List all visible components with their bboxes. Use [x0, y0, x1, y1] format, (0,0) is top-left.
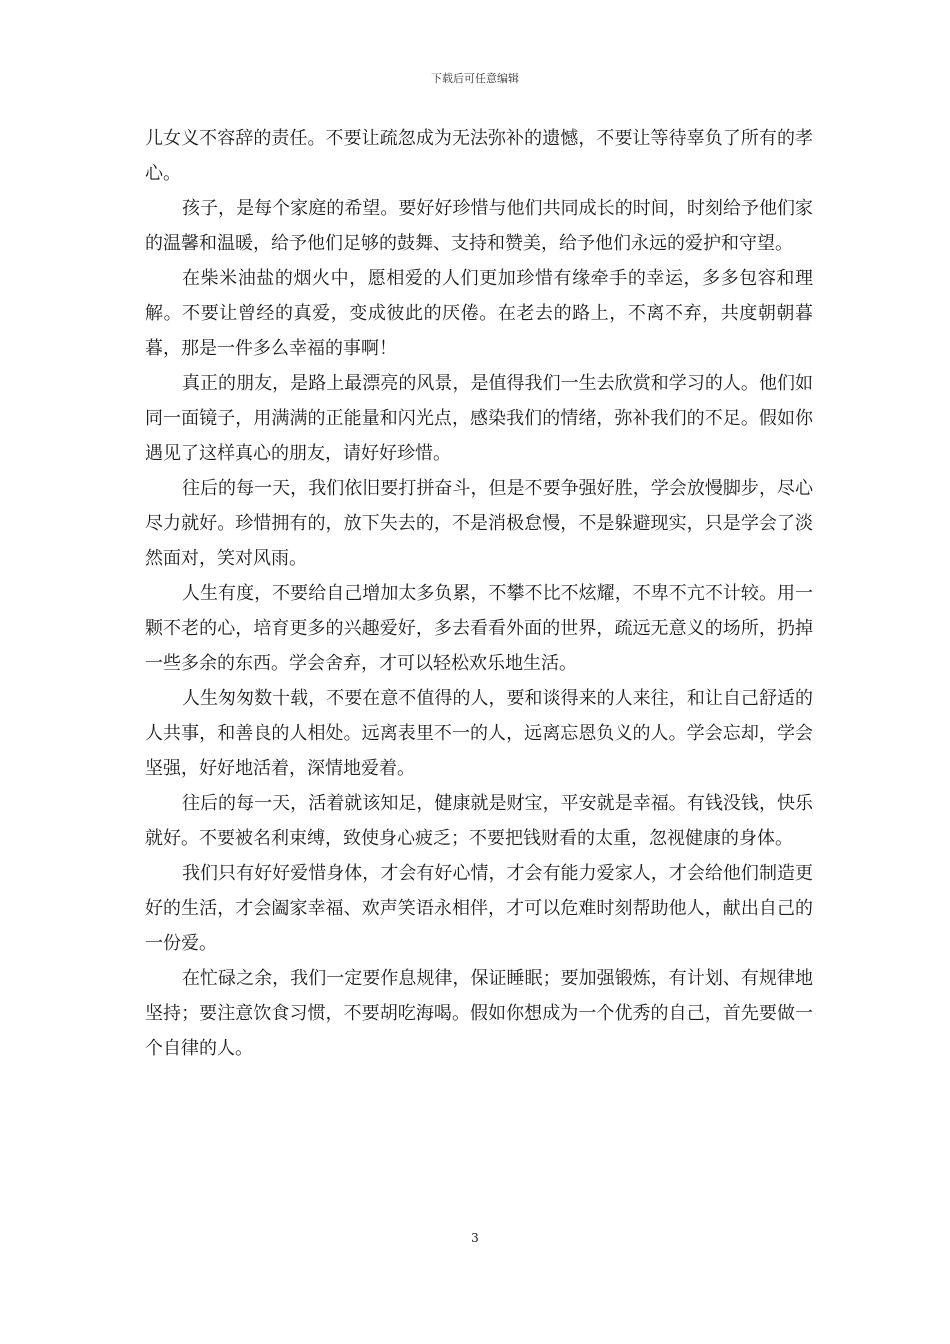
page-header: 下载后可任意编辑 [431, 72, 519, 85]
paragraph-love: 在柴米油盐的烟火中，愿相爱的人们更加珍惜有缘牵手的幸运，多多包容和理解。不要让曾经的真爱，变成彼此的厌倦。在老去的路上，不离不弃，共度朝朝暮暮，那是一件多么幸福的事啊！ [145, 268, 813, 359]
paragraph-children: 孩子，是每个家庭的希望。要好好珍惜与他们共同成长的时间，时刻给予他们家的温馨和温暖，给予他们足够的鼓舞、支持和赞美，给予他们永远的爱护和守望。 [145, 198, 813, 254]
paragraph-health: 我们只有好好爱惜身体，才会有好心情，才会有能力爱家人，才会给他们制造更好的生活，才会阖家幸福、欢声笑语永相伴，才可以危难时刻帮助他人，献出自己的一份爱。 [145, 863, 813, 954]
paragraph-friends: 真正的朋友，是路上最漂亮的风景，是值得我们一生去欣赏和学习的人。他们如同一面镜子，用满满的正能量和闪光点，感染我们的情绪，弥补我们的不足。假如你遇见了这样真心的朋友，请好好珍惜。 [145, 373, 813, 464]
paragraph-moderation: 人生有度，不要给自己增加太多负累，不攀不比不炫耀，不卑不亢不计较。用一颗不老的心，培育更多的兴趣爱好，多去看看外面的世界，疏远无意义的场所，扔掉一些多余的东西。学会舍弃，才可以轻松欢乐地生活。 [145, 583, 813, 674]
paragraph-people: 人生匆匆数十载，不要在意不值得的人，要和谈得来的人来往，和让自己舒适的人共事，和善良的人相处。远离表里不一的人，远离忘恩负义的人。学会忘却，学会坚强，好好地活着，深情地爱着。 [145, 688, 813, 779]
paragraph-contentment: 往后的每一天，活着就该知足，健康就是财宝，平安就是幸福。有钱没钱，快乐就好。不要被名利束缚，致使身心疲乏；不要把钱财看的太重，忽视健康的身体。 [145, 793, 813, 849]
paragraph-continuation: 儿女义不容辞的责任。不要让疏忽成为无法弥补的遗憾，不要让等待辜负了所有的孝心。 [145, 128, 813, 184]
paragraph-effort: 往后的每一天，我们依旧要打拼奋斗，但是不要争强好胜，学会放慢脚步，尽心尽力就好。珍惜拥有的，放下失去的，不是消极怠慢，不是躲避现实，只是学会了淡然面对，笑对风雨。 [145, 478, 813, 569]
page-number: 3 [471, 1231, 479, 1245]
paragraph-discipline: 在忙碌之余，我们一定要作息规律，保证睡眠；要加强锻炼，有计划、有规律地坚持；要注意饮食习惯，不要胡吃海喝。假如你想成为一个优秀的自己，首先要做一个自律的人。 [145, 968, 813, 1059]
document-body [145, 121, 813, 1066]
